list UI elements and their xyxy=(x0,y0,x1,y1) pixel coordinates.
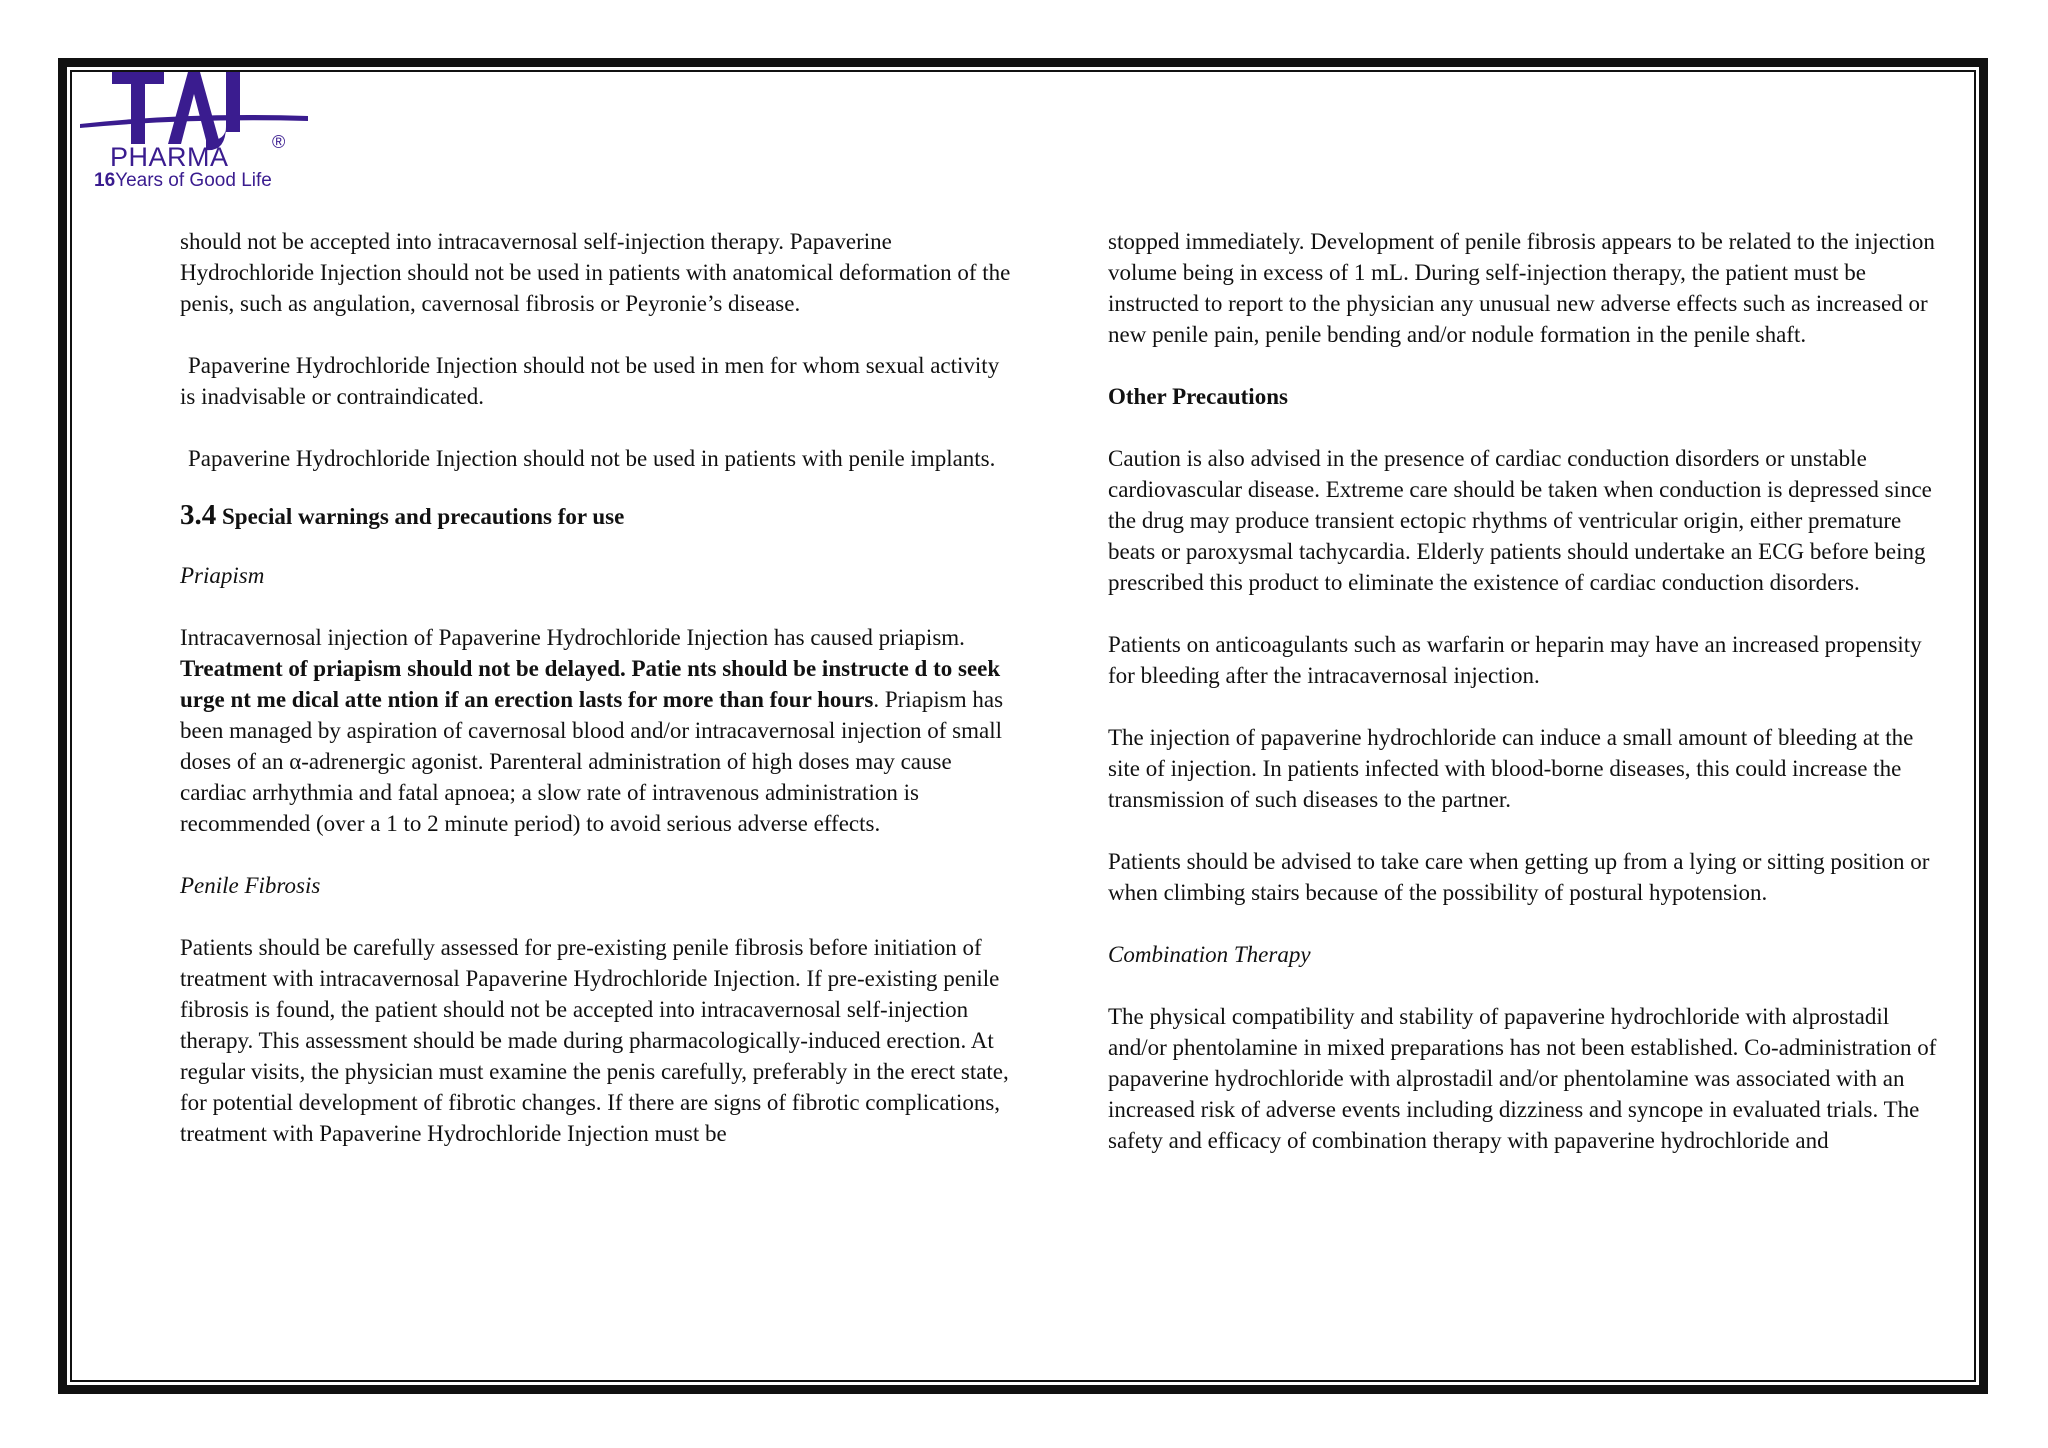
tagline-years: 16 xyxy=(94,170,116,191)
priapism-paragraph xyxy=(180,622,1020,839)
heading-other-precautions: Other Precautions xyxy=(1108,384,1288,409)
section-heading-3-4 xyxy=(180,500,1020,532)
right-paragraph-5: Patients should be advised to take care when getting up from a lying or sitting position or when climbing stairs because of the possibility of postural hypotension. xyxy=(1108,849,1930,905)
subheading-priapism: Priapism xyxy=(180,563,265,588)
section-number: 3.4 xyxy=(180,499,217,531)
priapism-text-b: . Priapism has been managed by aspiration of cavernosal blood and/or intracavernosal injection of small doses of an α-adrenergic agonist. Parenteral administration of high doses may cause cardiac arrhythmia and fatal apnoea; a slow rate of intravenous administration is recommended (over a 1 to 2 minute period) to avoid serious adverse effects. xyxy=(180,687,1004,836)
right-paragraph-2: Caution is also advised in the presence of cardiac conduction disorders or unstable cardiovascular disease. Extreme care should be taken when conduction is depressed since the drug may produce transient ectopic rhythms of ventricular origin, either premature beats or paroxysmal tachycardia. Elderly patients should undertake an ECG before being prescribed this product to eliminate the existence of cardiac conduction disorders. xyxy=(1108,446,1932,595)
registered-mark: ® xyxy=(272,132,286,152)
right-paragraph-3: Patients on anticoagulants such as warfarin or heparin may have an increased propensity for bleeding after the intracavernosal injection. xyxy=(1108,632,1922,688)
subheading-penile-fibrosis: Penile Fibrosis xyxy=(180,873,321,898)
priapism-warning-bold: Treatment of priapism should not be delayed. Patie nts should be instructe d to seek urge nt me dical atte ntion if an erection lasts for more than four hours xyxy=(180,656,1001,712)
right-paragraph-4: The injection of papaverine hydrochloride can induce a small amount of bleeding at the site of injection. In patients infected with blood-borne diseases, this could increase the transmission of such diseases to the partner. xyxy=(1108,725,1914,812)
left-column xyxy=(180,226,1020,1149)
left-paragraph-2: Papaverine Hydrochloride Injection should not be used in men for whom sexual activity is inadvisable or contraindicated. xyxy=(180,353,1000,409)
logo-pharma-text: PHARMA xyxy=(110,142,229,172)
right-column xyxy=(1108,226,1938,1156)
tagline-text: Years of Good Life xyxy=(115,170,272,191)
priapism-text-a: Intracavernosal injection of Papaverine Hydrochloride Injection has caused priapism. xyxy=(180,625,965,650)
logo-tagline xyxy=(94,170,272,192)
right-paragraph-1: stopped immediately. Development of penile fibrosis appears to be related to the injection volume being in excess of 1 mL. During self-injection therapy, the patient must be instructed to report to the physician any unusual new adverse effects such as increased or new penile pain, penile bending and/or nodule formation in the penile shaft. xyxy=(1108,229,1935,347)
left-paragraph-3: Papaverine Hydrochloride Injection should not be used in patients with penile implants. xyxy=(188,446,996,471)
taj-pharma-logo xyxy=(76,66,316,196)
right-paragraph-6: The physical compatibility and stability of papaverine hydrochloride with alprostadil and/or phentolamine in mixed preparations has not been established. Co-administration of papaverine hydrochloride with alprostadil and/or phentolamine was associated with an increased risk of adverse events including dizziness and syncope in evaluated trials. The safety and efficacy of combination therapy with papaverine hydrochloride and xyxy=(1108,1004,1937,1153)
subheading-combination-therapy: Combination Therapy xyxy=(1108,942,1311,967)
left-paragraph-1: should not be accepted into intracavernosal self-injection therapy. Papaverine Hydrochloride Injection should not be used in patients with anatomical deformation of the penis, such as angulation, cavernosal fibrosis or Peyronie’s disease. xyxy=(180,229,1011,316)
section-title: Special warnings and precautions for use xyxy=(222,504,625,529)
fibrosis-paragraph: Patients should be carefully assessed for pre-existing penile fibrosis before initiation of treatment with intracavernosal Papaverine Hydrochloride Injection. If pre-existing penile fibrosis is found, the patient should not be accepted into intracavernosal self-injection therapy. This assessment should be made during pharmacologically-induced erection. At regular visits, the physician must examine the penis carefully, preferably in the erect state, for potential development of fibrotic changes. If there are signs of fibrotic complications, treatment with Papaverine Hydrochloride Injection must be xyxy=(180,935,1009,1146)
